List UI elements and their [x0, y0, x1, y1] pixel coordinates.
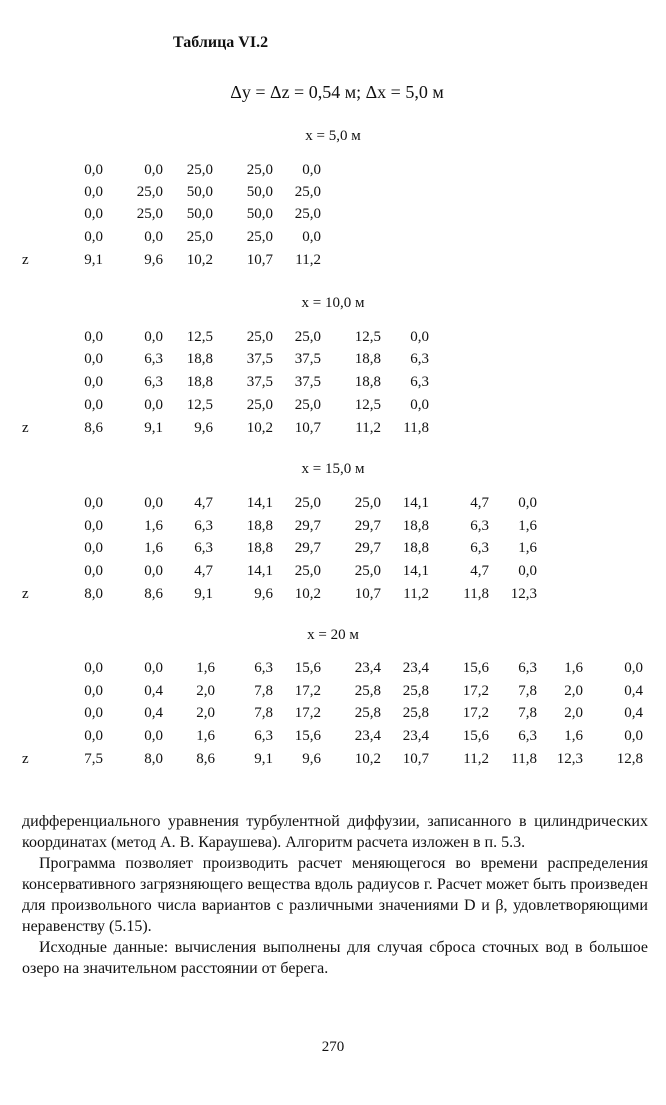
table-cell: 23,4 — [354, 728, 381, 744]
table-cell: 15,6 — [462, 660, 489, 676]
table-cell: 14,1 — [402, 563, 429, 579]
table-cell: 18,8 — [354, 374, 381, 390]
table-cell: 1,6 — [518, 540, 537, 556]
table-cell: 0,0 — [144, 162, 163, 178]
table-cell: 1,6 — [564, 660, 583, 676]
table-cell: 6,3 — [518, 660, 537, 676]
z-value-cell: 7,5 — [84, 751, 103, 767]
table-cell: 0,4 — [624, 683, 643, 699]
table-cell: 29,7 — [294, 540, 321, 556]
section-heading: x = 20 м — [307, 627, 359, 643]
table-cell: 50,0 — [246, 184, 273, 200]
table-cell: 0,0 — [624, 660, 643, 676]
table-cell: 7,8 — [254, 683, 273, 699]
z-value-cell: 10,2 — [354, 751, 381, 767]
table-cell: 15,6 — [294, 728, 321, 744]
table-cell: 6,3 — [470, 518, 489, 534]
z-value-cell: 10,2 — [294, 586, 321, 602]
table-cell: 25,0 — [186, 162, 213, 178]
table-cell: 0,0 — [302, 229, 321, 245]
table-cell: 4,7 — [470, 495, 489, 511]
table-cell: 25,8 — [354, 705, 381, 721]
table-cell: 14,1 — [402, 495, 429, 511]
table-cell: 4,7 — [194, 563, 213, 579]
table-cell: 17,2 — [294, 705, 321, 721]
table-cell: 50,0 — [186, 206, 213, 222]
z-value-cell: 10,7 — [294, 420, 321, 436]
z-value-cell: 8,6 — [196, 751, 215, 767]
table-cell: 0,0 — [84, 184, 103, 200]
table-cell: 1,6 — [564, 728, 583, 744]
table-cell: 29,7 — [354, 518, 381, 534]
table-cell: 25,0 — [246, 162, 273, 178]
table-cell: 18,8 — [186, 351, 213, 367]
z-value-cell: 9,1 — [84, 252, 103, 268]
table-cell: 2,0 — [564, 705, 583, 721]
table-cell: 18,8 — [402, 518, 429, 534]
table-cell: 0,0 — [410, 329, 429, 345]
table-cell: 6,3 — [194, 540, 213, 556]
table-cell: 0,0 — [144, 397, 163, 413]
table-cell: 29,7 — [354, 540, 381, 556]
table-cell: 6,3 — [518, 728, 537, 744]
table-cell: 25,8 — [402, 705, 429, 721]
z-value-cell: 12,3 — [556, 751, 583, 767]
table-cell: 0,0 — [84, 229, 103, 245]
z-value-cell: 11,8 — [463, 586, 489, 602]
table-cell: 6,3 — [144, 374, 163, 390]
table-cell: 25,0 — [294, 563, 321, 579]
table-cell: 37,5 — [246, 351, 273, 367]
table-cell: 0,0 — [144, 495, 163, 511]
table-cell: 25,0 — [246, 397, 273, 413]
table-cell: 0,0 — [84, 351, 103, 367]
table-cell: 2,0 — [196, 683, 215, 699]
table-cell: 1,6 — [144, 518, 163, 534]
z-axis-label: z — [22, 420, 29, 436]
table-cell: 1,6 — [144, 540, 163, 556]
paragraph-3: Исходные данные: вычисления выполнены для случая сброса сточных вод в большое озеро на значительном расстоянии от берега. — [22, 939, 648, 977]
table-cell: 0,0 — [144, 229, 163, 245]
z-axis-label: z — [22, 586, 29, 602]
table-cell: 50,0 — [246, 206, 273, 222]
table-cell: 12,5 — [186, 397, 213, 413]
z-value-cell: 8,6 — [84, 420, 103, 436]
section-heading: x = 5,0 м — [305, 128, 361, 144]
paragraph-1: дифференциального уравнения турбулентной диффузии, записанного в цилиндрических координатах (метод А. В. Караушева). Алгоритм расчета изложен в п. 5.3. — [22, 813, 648, 851]
z-value-cell: 8,0 — [84, 586, 103, 602]
table-cell: 25,8 — [354, 683, 381, 699]
z-value-cell: 9,6 — [144, 252, 163, 268]
table-cell: 6,3 — [410, 351, 429, 367]
table-cell: 0,0 — [518, 495, 537, 511]
z-value-cell: 12,8 — [616, 751, 643, 767]
table-cell: 0,0 — [624, 728, 643, 744]
table-cell: 6,3 — [410, 374, 429, 390]
table-cell: 0,0 — [84, 540, 103, 556]
table-cell: 25,0 — [246, 329, 273, 345]
z-value-cell: 10,7 — [354, 586, 381, 602]
grid-parameters: Δy = Δz = 0,54 м; Δx = 5,0 м — [230, 82, 444, 102]
section-heading: x = 15,0 м — [301, 461, 365, 477]
paragraph-2: Программа позволяет производить расчет меняющегося во времени распределения консервативного загрязняющего вещества вдоль радиусов г. Расчет может быть произведен для произвольного числа вариантов с различными значениями D и β, удовлетворяющими неравенству (5.15). — [22, 855, 648, 935]
z-value-cell: 9,1 — [254, 751, 273, 767]
table-cell: 14,1 — [246, 495, 273, 511]
table-cell: 25,0 — [294, 329, 321, 345]
table-cell: 6,3 — [254, 728, 273, 744]
table-cell: 0,0 — [84, 495, 103, 511]
table-cell: 23,4 — [354, 660, 381, 676]
z-value-cell: 10,7 — [402, 751, 429, 767]
table-cell: 6,3 — [254, 660, 273, 676]
table-cell: 15,6 — [294, 660, 321, 676]
table-cell: 23,4 — [402, 660, 429, 676]
table-cell: 1,6 — [518, 518, 537, 534]
z-value-cell: 12,3 — [510, 586, 537, 602]
table-cell: 0,4 — [624, 705, 643, 721]
table-cell: 25,0 — [294, 397, 321, 413]
table-cell: 0,4 — [144, 683, 163, 699]
table-cell: 25,0 — [294, 206, 321, 222]
table-cell: 6,3 — [194, 518, 213, 534]
table-cell: 25,0 — [354, 495, 381, 511]
z-value-cell: 11,8 — [403, 420, 429, 436]
z-value-cell: 8,6 — [144, 586, 163, 602]
table-cell: 0,0 — [144, 329, 163, 345]
table-cell: 25,0 — [186, 229, 213, 245]
table-cell: 15,6 — [462, 728, 489, 744]
table-cell: 7,8 — [518, 683, 537, 699]
z-value-cell: 10,2 — [186, 252, 213, 268]
table-cell: 0,0 — [144, 660, 163, 676]
table-cell: 25,0 — [136, 184, 163, 200]
table-cell: 29,7 — [294, 518, 321, 534]
table-cell: 37,5 — [246, 374, 273, 390]
table-cell: 17,2 — [462, 705, 489, 721]
table-cell: 0,0 — [84, 162, 103, 178]
table-cell: 14,1 — [246, 563, 273, 579]
z-value-cell: 9,6 — [194, 420, 213, 436]
table-cell: 0,0 — [84, 397, 103, 413]
table-cell: 0,0 — [84, 683, 103, 699]
table-cell: 0,0 — [144, 728, 163, 744]
table-cell: 0,0 — [84, 660, 103, 676]
table-cell: 0,0 — [84, 329, 103, 345]
z-value-cell: 11,2 — [403, 586, 429, 602]
z-value-cell: 11,8 — [511, 751, 537, 767]
page-number: 270 — [321, 1039, 345, 1055]
table-cell: 0,0 — [518, 563, 537, 579]
z-value-cell: 8,0 — [144, 751, 163, 767]
table-cell: 0,0 — [84, 563, 103, 579]
table-cell: 25,0 — [354, 563, 381, 579]
z-axis-label: z — [22, 751, 29, 767]
table-cell: 17,2 — [294, 683, 321, 699]
table-cell: 18,8 — [246, 518, 273, 534]
table-cell: 0,0 — [84, 705, 103, 721]
body-text — [22, 811, 648, 979]
table-cell: 1,6 — [196, 728, 215, 744]
table-cell: 12,5 — [354, 397, 381, 413]
table-cell: 18,8 — [186, 374, 213, 390]
table-cell: 0,0 — [302, 162, 321, 178]
table-cell: 23,4 — [402, 728, 429, 744]
table-cell: 6,3 — [144, 351, 163, 367]
table-cell: 0,0 — [144, 563, 163, 579]
table-cell: 25,0 — [294, 495, 321, 511]
table-cell: 18,8 — [402, 540, 429, 556]
table-cell: 18,8 — [354, 351, 381, 367]
table-cell: 7,8 — [254, 705, 273, 721]
table-cell: 25,8 — [402, 683, 429, 699]
table-cell: 25,0 — [294, 184, 321, 200]
z-value-cell: 9,1 — [144, 420, 163, 436]
table-cell: 2,0 — [564, 683, 583, 699]
table-cell: 0,0 — [84, 728, 103, 744]
z-value-cell: 11,2 — [355, 420, 381, 436]
table-title: Таблица VI.2 — [173, 34, 269, 51]
z-value-cell: 9,1 — [194, 586, 213, 602]
table-cell: 4,7 — [470, 563, 489, 579]
table-cell: 0,0 — [84, 206, 103, 222]
table-cell: 0,0 — [84, 374, 103, 390]
table-cell: 50,0 — [186, 184, 213, 200]
table-cell: 18,8 — [246, 540, 273, 556]
z-value-cell: 10,2 — [246, 420, 273, 436]
table-cell: 25,0 — [246, 229, 273, 245]
table-cell: 7,8 — [518, 705, 537, 721]
table-cell: 6,3 — [470, 540, 489, 556]
z-value-cell: 9,6 — [254, 586, 273, 602]
z-value-cell: 10,7 — [246, 252, 273, 268]
table-cell: 12,5 — [354, 329, 381, 345]
table-cell: 0,0 — [84, 518, 103, 534]
table-cell: 1,6 — [196, 660, 215, 676]
z-value-cell: 9,6 — [302, 751, 321, 767]
table-cell: 37,5 — [294, 374, 321, 390]
section-heading: x = 10,0 м — [301, 295, 365, 311]
table-cell: 0,4 — [144, 705, 163, 721]
table-cell: 25,0 — [136, 206, 163, 222]
z-value-cell: 11,2 — [463, 751, 489, 767]
table-cell: 0,0 — [410, 397, 429, 413]
table-cell: 4,7 — [194, 495, 213, 511]
table-cell: 12,5 — [186, 329, 213, 345]
z-axis-label: z — [22, 252, 29, 268]
table-cell: 2,0 — [196, 705, 215, 721]
z-value-cell: 11,2 — [295, 252, 321, 268]
table-cell: 17,2 — [462, 683, 489, 699]
table-cell: 37,5 — [294, 351, 321, 367]
